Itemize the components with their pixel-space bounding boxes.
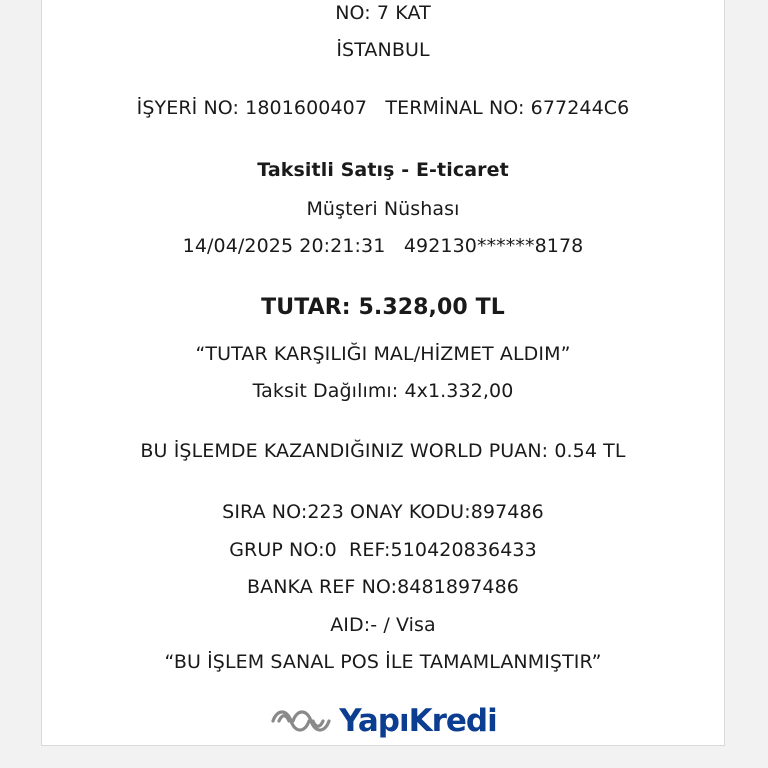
- sequence-approval-line: SIRA NO:223 ONAY KODU:897486: [222, 501, 544, 523]
- merchant-terminal-line: İŞYERİ NO: 1801600407 TERMİNAL NO: 677244C6: [136, 97, 630, 119]
- group-ref-line: GRUP NO:0 REF:510420836433: [229, 539, 537, 561]
- bank-ref-line: BANKA REF NO:8481897486: [246, 576, 519, 598]
- installments-line: Taksit Dağılımı: 4x1.332,00: [252, 380, 514, 402]
- virtual-pos-note: “BU İŞLEM SANAL POS İLE TAMAMLANMIŞTIR”: [164, 651, 602, 673]
- acknowledgement-line: “TUTAR KARŞILIĞI MAL/HİZMET ALDIM”: [195, 343, 571, 365]
- yapikredi-logo: [42, 701, 724, 741]
- amount-total: TUTAR: 5.328,00 TL: [261, 295, 505, 320]
- aid-line: AID:- / Visa: [330, 614, 436, 636]
- datetime-card-line: 14/04/2025 20:21:31 492130******8178: [182, 235, 584, 257]
- points-line: BU İŞLEMDE KAZANDIĞINIZ WORLD PUAN: 0.54 TL: [140, 440, 626, 462]
- receipt: [41, 0, 725, 746]
- yapikredi-wave-icon: [269, 706, 333, 736]
- transaction-type: Taksitli Satış - E-ticaret: [257, 159, 509, 181]
- yapikredi-logo-text: YapıKredi: [339, 703, 497, 739]
- address-line-1: NO: 7 KAT: [335, 2, 431, 24]
- copy-label: Müşteri Nüshası: [306, 198, 460, 220]
- address-line-2: İSTANBUL: [336, 39, 430, 61]
